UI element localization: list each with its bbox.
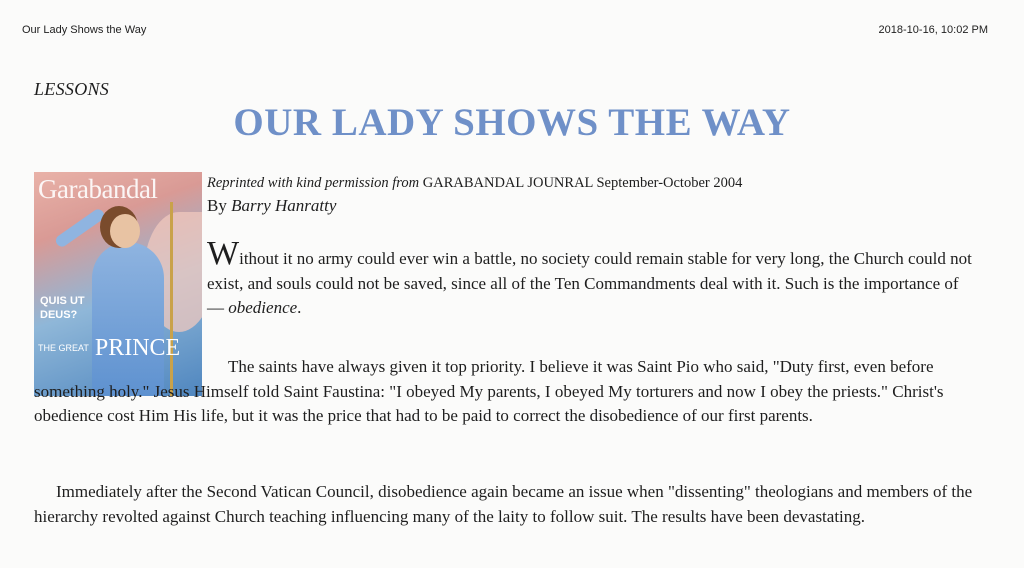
reprint-permission: Reprinted with kind permission from	[207, 175, 420, 191]
section-label: LESSONS	[34, 79, 110, 99]
reprint-credit	[207, 174, 742, 192]
cover-prince-prefix: THE GREAT	[38, 343, 89, 353]
paragraph-1-text: ithout it no army could ever win a battle, no society could remain stable for very long, the Church could not exist, and souls could not be saved, since all of the Ten Commandments deal with it. Such is the importance of —	[207, 249, 972, 317]
cover-quis-text: QUIS UT DEUS?	[40, 295, 85, 321]
byline-by: By	[207, 196, 227, 215]
cover-angel-arm-shape	[54, 207, 107, 249]
drop-cap: W	[207, 235, 240, 272]
paragraph-1	[207, 235, 977, 321]
page-header-title: Our Lady Shows the Way	[22, 24, 147, 36]
byline	[207, 196, 336, 216]
cover-masthead: Garabandal	[38, 174, 158, 204]
reprint-source: GARABANDAL JOUNRAL September-October 2004	[422, 175, 743, 191]
paragraph-2: The saints have always given it top priority. I believe it was Saint Pio who said, "Duty first, even before something holy." Jesus Himself told Saint Faustina: "I obeyed My parents, I obeyed My torturers and now I obey the priests." Christ's obedience cost Him His life, but it was the price that had to be paid to correct the disobedience of our first parents.	[34, 357, 944, 425]
page-header-timestamp: 2018-10-16, 10:02 PM	[878, 24, 988, 36]
article-title: OUR LADY SHOWS THE WAY	[233, 101, 791, 144]
byline-author: Barry Hanratty	[231, 196, 337, 215]
paragraph-1-end: .	[297, 298, 302, 317]
cover-prince-word: PRINCE	[94, 335, 181, 361]
paragraph-1-emphasis: obedience	[228, 298, 298, 317]
cover-angel-head-shape	[110, 214, 140, 248]
paragraph-3: Immediately after the Second Vatican Council, disobedience again became an issue when "dissenting" theologians and members of the hierarchy revolted against Church teaching influencing many of the laity to follow suit. The results have been devastating.	[34, 482, 973, 526]
